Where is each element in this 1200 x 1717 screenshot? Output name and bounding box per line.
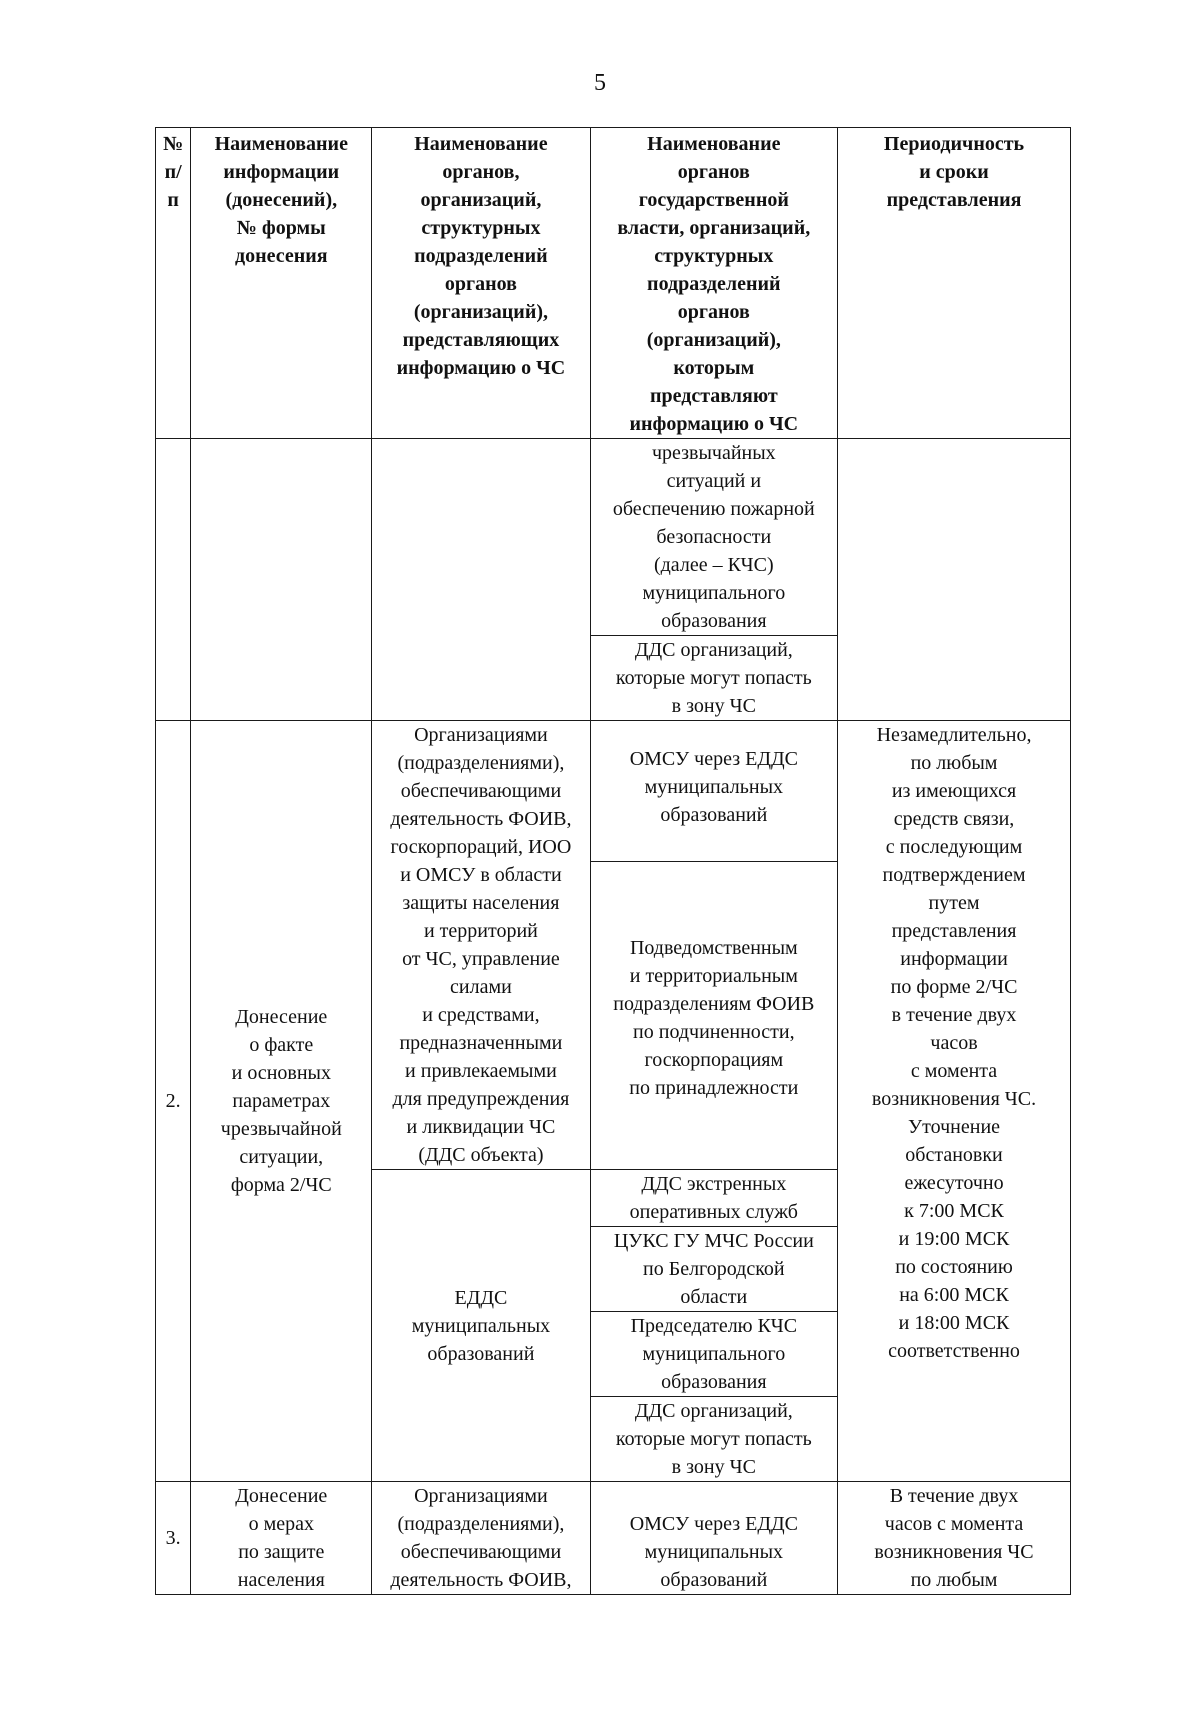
row2-recipient-kchs-chair: Председателю КЧС муниципального образования [590,1312,837,1397]
row2-info-name: Донесение о факте и основных параметрах чрезвычайной ситуации, форма 2/ЧС [191,721,372,1482]
row2-number: 2. [156,721,191,1482]
cont-period-cell [838,439,1071,721]
row2-recipient-omsu: ОМСУ через ЕДДС муниципальных образований [590,721,837,862]
table-row [156,439,1071,636]
row2-period: Незамедлительно, по любым из имеющихся средств связи, с последующим подтверждением путем представления информации по форме 2/ЧС в течение двух часов с момента возникновения ЧС. Уточнение обстановки ежесуточно к 7:00 МСК и 19:00 МСК по состоянию на 6:00 МСК и 18:00 МСК соответственно [838,721,1071,1482]
row3-recipient: ОМСУ через ЕДДС муниципальных образований [590,1482,837,1595]
header-number: № п/п [156,128,191,439]
row3-info-name: Донесение о мерах по защите населения [191,1482,372,1595]
header-providers: Наименование органов, организаций, структурных подразделений органов (организаций), представляющих информацию о ЧС [372,128,590,439]
cont-name-cell [191,439,372,721]
row3-period: В течение двух часов с момента возникновения ЧС по любым [838,1482,1071,1595]
cont-recipient-dds-org: ДДС организаций, которые могут попасть в зону ЧС [590,636,837,721]
row3-number: 3. [156,1482,191,1595]
row2-recipient-dds-emergency: ДДС экстренных оперативных служб [590,1170,837,1227]
header-recipients: Наименование органов государственной власти, организаций, структурных подразделений органов (организаций), которым представляют информацию о ЧС [590,128,837,439]
table-row [156,721,1071,862]
header-period: Периодичность и сроки представления [838,128,1071,439]
table-header-row [156,128,1071,439]
page-number: 5 [594,70,606,96]
cont-number-cell [156,439,191,721]
row2-recipient-dds-org: ДДС организаций, которые могут попасть в зону ЧС [590,1397,837,1482]
row2-provider-organizations: Организациями (подразделениями), обеспечивающими деятельность ФОИВ, госкорпораций, ИОО и ОМСУ в области защиты населения и территорий от ЧС, управление силами и средствами, предназначенными и привлекаемыми для предупреждения и ликвидации ЧС (ДДС объекта) [372,721,590,1170]
row2-recipient-tsuks: ЦУКС ГУ МЧС России по Белгородской области [590,1227,837,1312]
cont-provider-cell [372,439,590,721]
reporting-table [155,127,1071,1595]
row3-provider: Организациями (подразделениями), обеспечивающими деятельность ФОИВ, [372,1482,590,1595]
row2-recipient-foiv: Подведомственным и территориальным подразделениям ФОИВ по подчиненности, госкорпорациям по принадлежности [590,862,837,1170]
header-info-name: Наименование информации (донесений), № формы донесения [191,128,372,439]
table-row [156,1482,1071,1595]
row2-provider-edds: ЕДДС муниципальных образований [372,1170,590,1482]
cont-recipient-kchs: чрезвычайных ситуаций и обеспечению пожарной безопасности (далее – КЧС) муниципального образования [590,439,837,636]
